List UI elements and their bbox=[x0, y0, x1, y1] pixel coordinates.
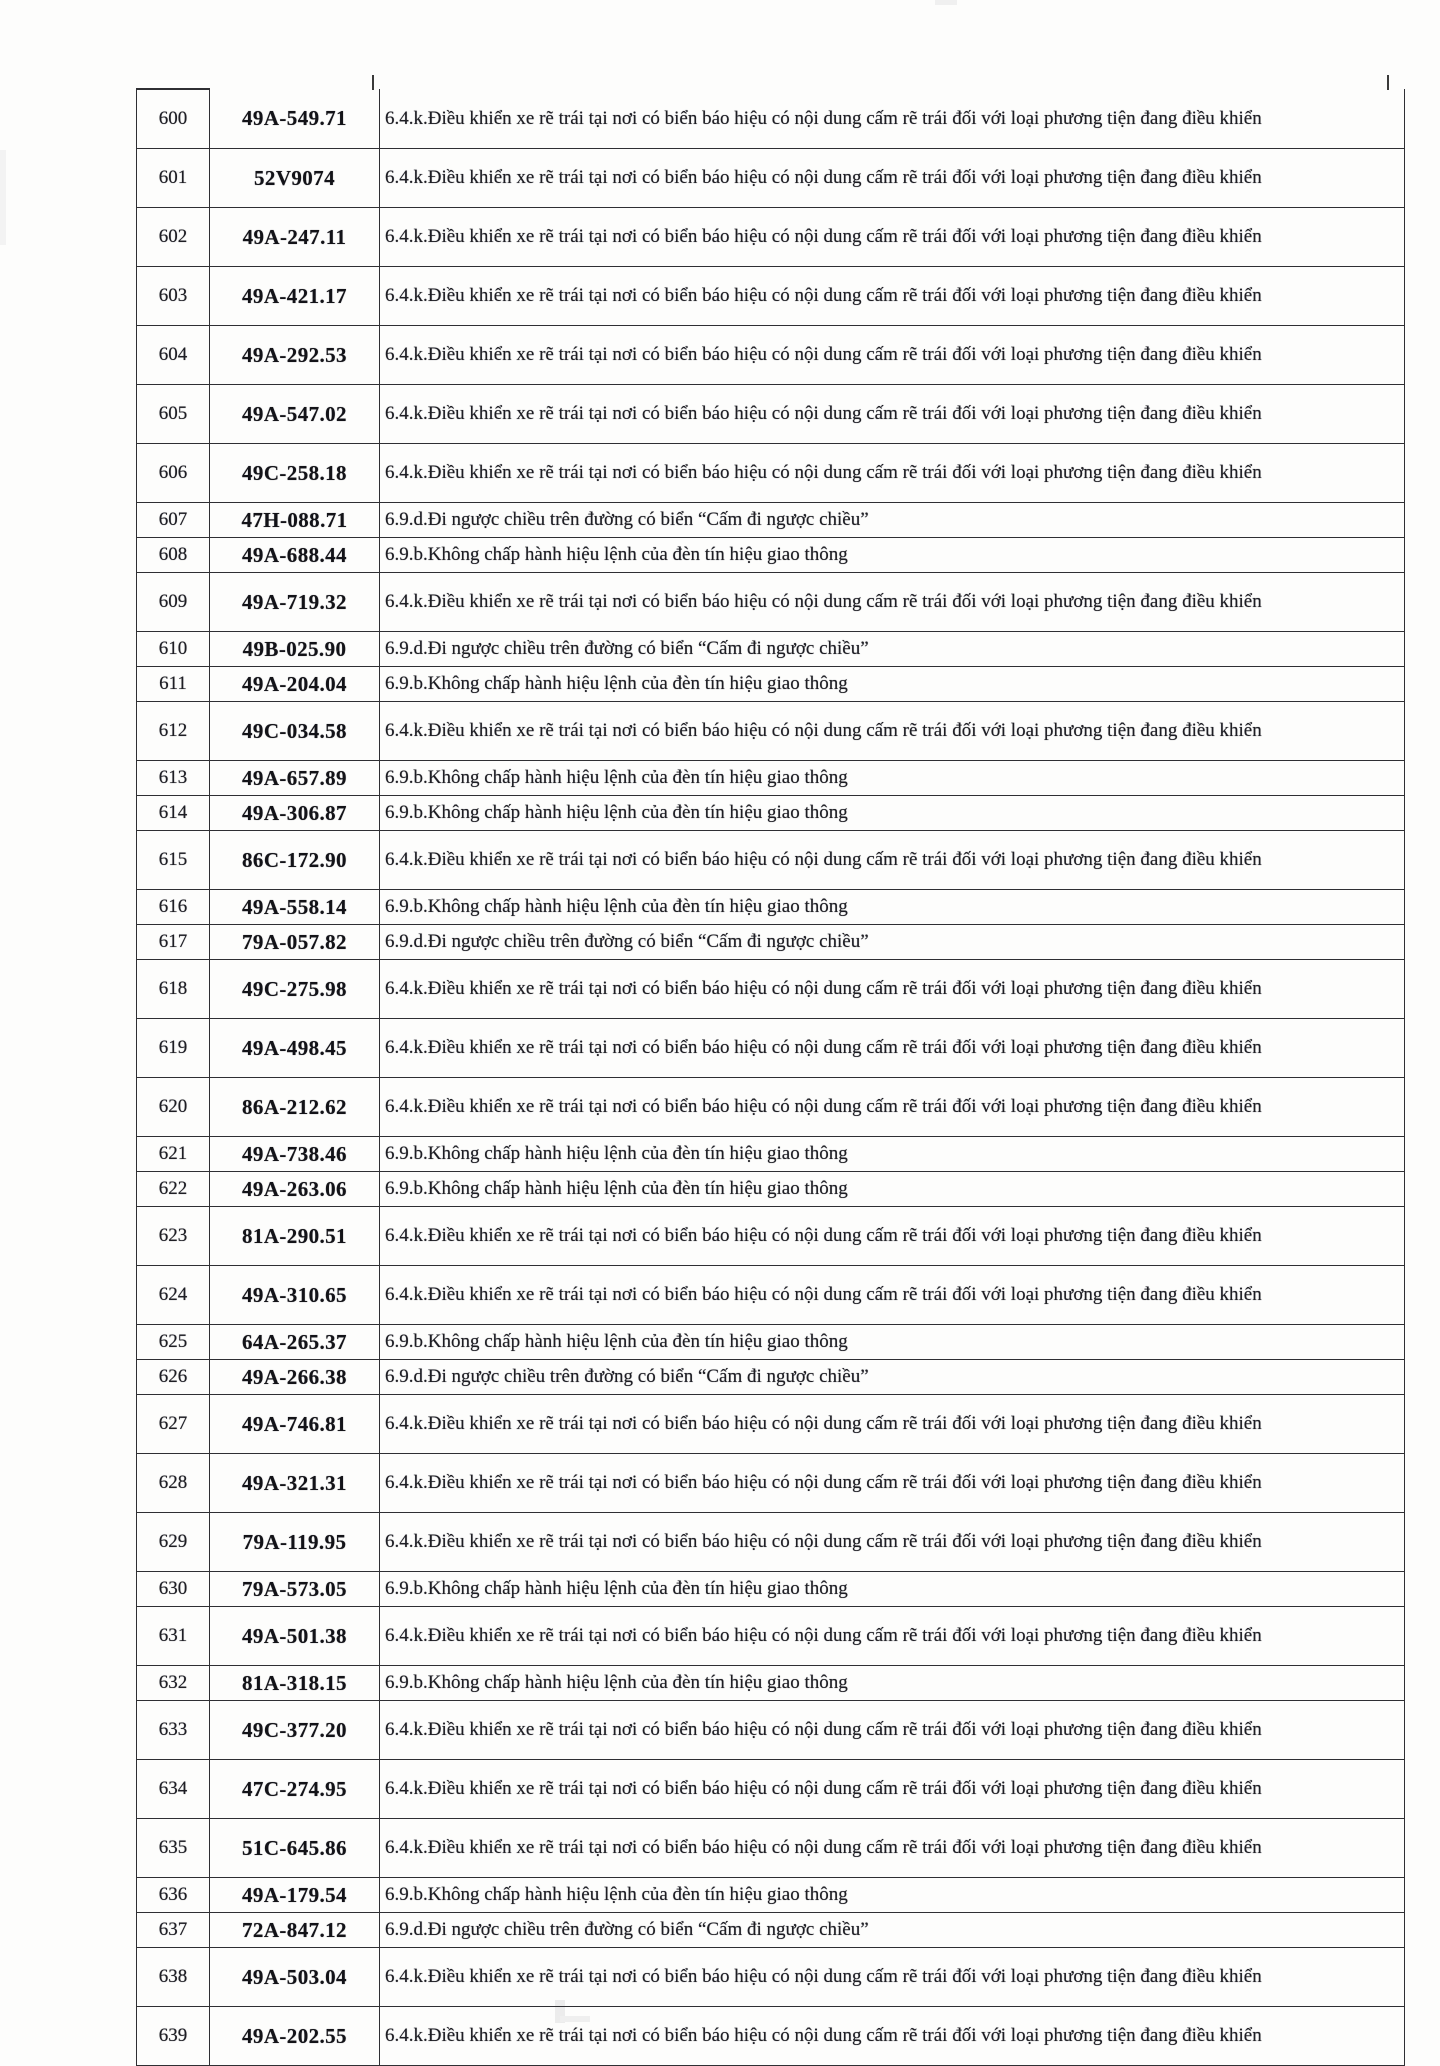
violation-row bbox=[137, 1266, 1405, 1325]
violation-description-cell: 6.4.k.Điều khiển xe rẽ trái tại nơi có biển báo hiệu có nội dung cấm rẽ trái đối với loại phương tiện đang điều khiển bbox=[380, 702, 1405, 761]
license-plate-cell: 51C-645.86 bbox=[210, 1819, 380, 1878]
violation-row bbox=[137, 702, 1405, 761]
violation-description-cell: 6.4.k.Điều khiển xe rẽ trái tại nơi có biển báo hiệu có nội dung cấm rẽ trái đối với loại phương tiện đang điều khiển bbox=[380, 1760, 1405, 1819]
license-plate-cell: 49A-558.14 bbox=[210, 890, 380, 925]
license-plate-cell: 49A-501.38 bbox=[210, 1607, 380, 1666]
violation-description-cell: 6.4.k.Điều khiển xe rẽ trái tại nơi có biển báo hiệu có nội dung cấm rẽ trái đối với loại phương tiện đang điều khiển bbox=[380, 267, 1405, 326]
row-number-cell: 617 bbox=[137, 925, 210, 960]
row-number-cell: 619 bbox=[137, 1019, 210, 1078]
violation-row bbox=[137, 1572, 1405, 1607]
violation-description-cell: 6.9.b.Không chấp hành hiệu lệnh của đèn tín hiệu giao thông bbox=[380, 538, 1405, 573]
row-number-cell: 624 bbox=[137, 1266, 210, 1325]
license-plate-cell: 86A-212.62 bbox=[210, 1078, 380, 1137]
license-plate-cell: 79A-573.05 bbox=[210, 1572, 380, 1607]
row-number-cell: 611 bbox=[137, 667, 210, 702]
license-plate-cell: 79A-057.82 bbox=[210, 925, 380, 960]
violation-description-cell: 6.4.k.Điều khiển xe rẽ trái tại nơi có biển báo hiệu có nội dung cấm rẽ trái đối với loại phương tiện đang điều khiển bbox=[380, 1819, 1405, 1878]
license-plate-cell: 49A-547.02 bbox=[210, 385, 380, 444]
license-plate-cell: 79A-119.95 bbox=[210, 1513, 380, 1572]
violation-description-cell: 6.9.d.Đi ngược chiều trên đường có biển “Cấm đi ngược chiều” bbox=[380, 632, 1405, 667]
license-plate-cell: 81A-318.15 bbox=[210, 1666, 380, 1701]
violation-row bbox=[137, 960, 1405, 1019]
license-plate-cell: 49C-258.18 bbox=[210, 444, 380, 503]
violation-description-cell: 6.4.k.Điều khiển xe rẽ trái tại nơi có biển báo hiệu có nội dung cấm rẽ trái đối với loại phương tiện đang điều khiển bbox=[380, 444, 1405, 503]
row-number-cell: 635 bbox=[137, 1819, 210, 1878]
violation-description-cell: 6.9.d.Đi ngược chiều trên đường có biển “Cấm đi ngược chiều” bbox=[380, 925, 1405, 960]
row-number-cell: 602 bbox=[137, 208, 210, 267]
violation-row bbox=[137, 761, 1405, 796]
row-number-cell: 637 bbox=[137, 1913, 210, 1948]
row-number-cell: 610 bbox=[137, 632, 210, 667]
license-plate-cell: 49A-247.11 bbox=[210, 208, 380, 267]
violation-row bbox=[137, 1948, 1405, 2007]
violation-description-cell: 6.4.k.Điều khiển xe rẽ trái tại nơi có biển báo hiệu có nội dung cấm rẽ trái đối với loại phương tiện đang điều khiển bbox=[380, 1948, 1405, 2007]
violation-description-cell: 6.9.b.Không chấp hành hiệu lệnh của đèn tín hiệu giao thông bbox=[380, 890, 1405, 925]
violation-description-cell: 6.9.b.Không chấp hành hiệu lệnh của đèn tín hiệu giao thông bbox=[380, 1666, 1405, 1701]
violation-row bbox=[137, 1207, 1405, 1266]
license-plate-cell: 49C-034.58 bbox=[210, 702, 380, 761]
violation-row bbox=[137, 89, 1405, 149]
row-number-cell: 627 bbox=[137, 1395, 210, 1454]
row-number-cell: 609 bbox=[137, 573, 210, 632]
violation-row bbox=[137, 667, 1405, 702]
license-plate-cell: 49A-549.71 bbox=[210, 89, 380, 149]
license-plate-cell: 49A-498.45 bbox=[210, 1019, 380, 1078]
violation-row bbox=[137, 1607, 1405, 1666]
license-plate-cell: 81A-290.51 bbox=[210, 1207, 380, 1266]
license-plate-cell: 47H-088.71 bbox=[210, 503, 380, 538]
violation-description-cell: 6.4.k.Điều khiển xe rẽ trái tại nơi có biển báo hiệu có nội dung cấm rẽ trái đối với loại phương tiện đang điều khiển bbox=[380, 960, 1405, 1019]
license-plate-cell: 49A-688.44 bbox=[210, 538, 380, 573]
violation-description-cell: 6.4.k.Điều khiển xe rẽ trái tại nơi có biển báo hiệu có nội dung cấm rẽ trái đối với loại phương tiện đang điều khiển bbox=[380, 1266, 1405, 1325]
license-plate-cell: 49A-738.46 bbox=[210, 1137, 380, 1172]
violation-description-cell: 6.4.k.Điều khiển xe rẽ trái tại nơi có biển báo hiệu có nội dung cấm rẽ trái đối với loại phương tiện đang điều khiển bbox=[380, 1454, 1405, 1513]
license-plate-cell: 49A-503.04 bbox=[210, 1948, 380, 2007]
violation-description-cell: 6.9.d.Đi ngược chiều trên đường có biển “Cấm đi ngược chiều” bbox=[380, 1360, 1405, 1395]
violation-description-cell: 6.4.k.Điều khiển xe rẽ trái tại nơi có biển báo hiệu có nội dung cấm rẽ trái đối với loại phương tiện đang điều khiển bbox=[380, 326, 1405, 385]
violation-row bbox=[137, 573, 1405, 632]
row-number-cell: 614 bbox=[137, 796, 210, 831]
violation-description-cell: 6.4.k.Điều khiển xe rẽ trái tại nơi có biển báo hiệu có nội dung cấm rẽ trái đối với loại phương tiện đang điều khiển bbox=[380, 573, 1405, 632]
row-number-cell: 623 bbox=[137, 1207, 210, 1266]
violation-row bbox=[137, 1760, 1405, 1819]
violation-description-cell: 6.4.k.Điều khiển xe rẽ trái tại nơi có biển báo hiệu có nội dung cấm rẽ trái đối với loại phương tiện đang điều khiển bbox=[380, 1207, 1405, 1266]
violation-row bbox=[137, 1701, 1405, 1760]
license-plate-cell: 49A-292.53 bbox=[210, 326, 380, 385]
scan-artifact-top bbox=[935, 0, 957, 5]
license-plate-cell: 49A-657.89 bbox=[210, 761, 380, 796]
violation-row bbox=[137, 1819, 1405, 1878]
violation-description-cell: 6.4.k.Điều khiển xe rẽ trái tại nơi có biển báo hiệu có nội dung cấm rẽ trái đối với loại phương tiện đang điều khiển bbox=[380, 385, 1405, 444]
row-number-cell: 625 bbox=[137, 1325, 210, 1360]
row-number-cell: 632 bbox=[137, 1666, 210, 1701]
violation-row bbox=[137, 632, 1405, 667]
violations-table-body bbox=[137, 89, 1405, 2066]
violation-row bbox=[137, 1513, 1405, 1572]
violation-row bbox=[137, 925, 1405, 960]
row-number-cell: 600 bbox=[137, 89, 210, 149]
violation-row bbox=[137, 149, 1405, 208]
row-number-cell: 630 bbox=[137, 1572, 210, 1607]
license-plate-cell: 49C-377.20 bbox=[210, 1701, 380, 1760]
violation-row bbox=[137, 1913, 1405, 1948]
violation-row bbox=[137, 538, 1405, 573]
violation-row bbox=[137, 831, 1405, 890]
license-plate-cell: 49A-306.87 bbox=[210, 796, 380, 831]
violation-row bbox=[137, 796, 1405, 831]
violation-description-cell: 6.9.d.Đi ngược chiều trên đường có biển “Cấm đi ngược chiều” bbox=[380, 503, 1405, 538]
violation-description-cell: 6.4.k.Điều khiển xe rẽ trái tại nơi có biển báo hiệu có nội dung cấm rẽ trái đối với loại phương tiện đang điều khiển bbox=[380, 1078, 1405, 1137]
row-number-cell: 626 bbox=[137, 1360, 210, 1395]
violation-row bbox=[137, 1454, 1405, 1513]
violations-table bbox=[136, 88, 1405, 2066]
license-plate-cell: 49A-266.38 bbox=[210, 1360, 380, 1395]
row-number-cell: 603 bbox=[137, 267, 210, 326]
row-number-cell: 631 bbox=[137, 1607, 210, 1666]
row-number-cell: 601 bbox=[137, 149, 210, 208]
violation-description-cell: 6.9.b.Không chấp hành hiệu lệnh của đèn tín hiệu giao thông bbox=[380, 667, 1405, 702]
violation-row bbox=[137, 1137, 1405, 1172]
license-plate-cell: 49A-421.17 bbox=[210, 267, 380, 326]
violation-description-cell: 6.9.b.Không chấp hành hiệu lệnh của đèn tín hiệu giao thông bbox=[380, 1325, 1405, 1360]
violation-row bbox=[137, 2007, 1405, 2066]
violation-description-cell: 6.9.b.Không chấp hành hiệu lệnh của đèn tín hiệu giao thông bbox=[380, 761, 1405, 796]
license-plate-cell: 49B-025.90 bbox=[210, 632, 380, 667]
row-number-cell: 612 bbox=[137, 702, 210, 761]
row-number-cell: 615 bbox=[137, 831, 210, 890]
row-number-cell: 628 bbox=[137, 1454, 210, 1513]
license-plate-cell: 49A-204.04 bbox=[210, 667, 380, 702]
violation-row bbox=[137, 1395, 1405, 1454]
violation-description-cell: 6.4.k.Điều khiển xe rẽ trái tại nơi có biển báo hiệu có nội dung cấm rẽ trái đối với loại phương tiện đang điều khiển bbox=[380, 831, 1405, 890]
row-number-cell: 634 bbox=[137, 1760, 210, 1819]
license-plate-cell: 47C-274.95 bbox=[210, 1760, 380, 1819]
violation-row bbox=[137, 1019, 1405, 1078]
row-number-cell: 638 bbox=[137, 1948, 210, 2007]
violation-row bbox=[137, 326, 1405, 385]
violation-description-cell: 6.4.k.Điều khiển xe rẽ trái tại nơi có biển báo hiệu có nội dung cấm rẽ trái đối với loại phương tiện đang điều khiển bbox=[380, 149, 1405, 208]
violation-description-cell: 6.4.k.Điều khiển xe rẽ trái tại nơi có biển báo hiệu có nội dung cấm rẽ trái đối với loại phương tiện đang điều khiển bbox=[380, 208, 1405, 267]
row-number-cell: 608 bbox=[137, 538, 210, 573]
violation-row bbox=[137, 1078, 1405, 1137]
violation-row bbox=[137, 385, 1405, 444]
violation-description-cell: 6.9.b.Không chấp hành hiệu lệnh của đèn tín hiệu giao thông bbox=[380, 1572, 1405, 1607]
violation-row bbox=[137, 503, 1405, 538]
license-plate-cell: 49A-719.32 bbox=[210, 573, 380, 632]
row-number-cell: 616 bbox=[137, 890, 210, 925]
violation-description-cell: 6.9.b.Không chấp hành hiệu lệnh của đèn tín hiệu giao thông bbox=[380, 796, 1405, 831]
violation-row bbox=[137, 267, 1405, 326]
row-number-cell: 620 bbox=[137, 1078, 210, 1137]
row-number-cell: 636 bbox=[137, 1878, 210, 1913]
violation-description-cell: 6.4.k.Điều khiển xe rẽ trái tại nơi có biển báo hiệu có nội dung cấm rẽ trái đối với loại phương tiện đang điều khiển bbox=[380, 1395, 1405, 1454]
violation-description-cell: 6.4.k.Điều khiển xe rẽ trái tại nơi có biển báo hiệu có nội dung cấm rẽ trái đối với loại phương tiện đang điều khiển bbox=[380, 1607, 1405, 1666]
license-plate-cell: 49A-179.54 bbox=[210, 1878, 380, 1913]
license-plate-cell: 49A-202.55 bbox=[210, 2007, 380, 2066]
row-number-cell: 606 bbox=[137, 444, 210, 503]
row-number-cell: 622 bbox=[137, 1172, 210, 1207]
license-plate-cell: 52V9074 bbox=[210, 149, 380, 208]
violation-description-cell: 6.9.b.Không chấp hành hiệu lệnh của đèn tín hiệu giao thông bbox=[380, 1172, 1405, 1207]
scan-artifact-left-edge bbox=[0, 150, 6, 245]
violation-description-cell: 6.4.k.Điều khiển xe rẽ trái tại nơi có biển báo hiệu có nội dung cấm rẽ trái đối với loại phương tiện đang điều khiển bbox=[380, 1513, 1405, 1572]
violation-row bbox=[137, 444, 1405, 503]
violation-row bbox=[137, 1666, 1405, 1701]
violation-row bbox=[137, 1172, 1405, 1207]
violation-description-cell: 6.4.k.Điều khiển xe rẽ trái tại nơi có biển báo hiệu có nội dung cấm rẽ trái đối với loại phương tiện đang điều khiển bbox=[380, 1701, 1405, 1760]
violation-row bbox=[137, 1360, 1405, 1395]
violation-description-cell: 6.4.k.Điều khiển xe rẽ trái tại nơi có biển báo hiệu có nội dung cấm rẽ trái đối với loại phương tiện đang điều khiển bbox=[380, 89, 1405, 149]
violation-row bbox=[137, 208, 1405, 267]
license-plate-cell: 64A-265.37 bbox=[210, 1325, 380, 1360]
violation-description-cell: 6.9.d.Đi ngược chiều trên đường có biển “Cấm đi ngược chiều” bbox=[380, 1913, 1405, 1948]
row-number-cell: 605 bbox=[137, 385, 210, 444]
license-plate-cell: 49A-321.31 bbox=[210, 1454, 380, 1513]
row-number-cell: 604 bbox=[137, 326, 210, 385]
row-number-cell: 639 bbox=[137, 2007, 210, 2066]
license-plate-cell: 49A-746.81 bbox=[210, 1395, 380, 1454]
row-number-cell: 607 bbox=[137, 503, 210, 538]
license-plate-cell: 72A-847.12 bbox=[210, 1913, 380, 1948]
row-number-cell: 613 bbox=[137, 761, 210, 796]
violation-description-cell: 6.4.k.Điều khiển xe rẽ trái tại nơi có biển báo hiệu có nội dung cấm rẽ trái đối với loại phương tiện đang điều khiển bbox=[380, 1019, 1405, 1078]
violation-row bbox=[137, 1878, 1405, 1913]
violation-description-cell: 6.9.b.Không chấp hành hiệu lệnh của đèn tín hiệu giao thông bbox=[380, 1878, 1405, 1913]
row-number-cell: 629 bbox=[137, 1513, 210, 1572]
violation-description-cell: 6.4.k.Điều khiển xe rẽ trái tại nơi có biển báo hiệu có nội dung cấm rẽ trái đối với loại phương tiện đang điều khiển bbox=[380, 2007, 1405, 2066]
violation-description-cell: 6.9.b.Không chấp hành hiệu lệnh của đèn tín hiệu giao thông bbox=[380, 1137, 1405, 1172]
license-plate-cell: 49A-310.65 bbox=[210, 1266, 380, 1325]
row-number-cell: 621 bbox=[137, 1137, 210, 1172]
license-plate-cell: 49C-275.98 bbox=[210, 960, 380, 1019]
violation-row bbox=[137, 890, 1405, 925]
row-number-cell: 618 bbox=[137, 960, 210, 1019]
license-plate-cell: 49A-263.06 bbox=[210, 1172, 380, 1207]
violation-row bbox=[137, 1325, 1405, 1360]
license-plate-cell: 86C-172.90 bbox=[210, 831, 380, 890]
row-number-cell: 633 bbox=[137, 1701, 210, 1760]
